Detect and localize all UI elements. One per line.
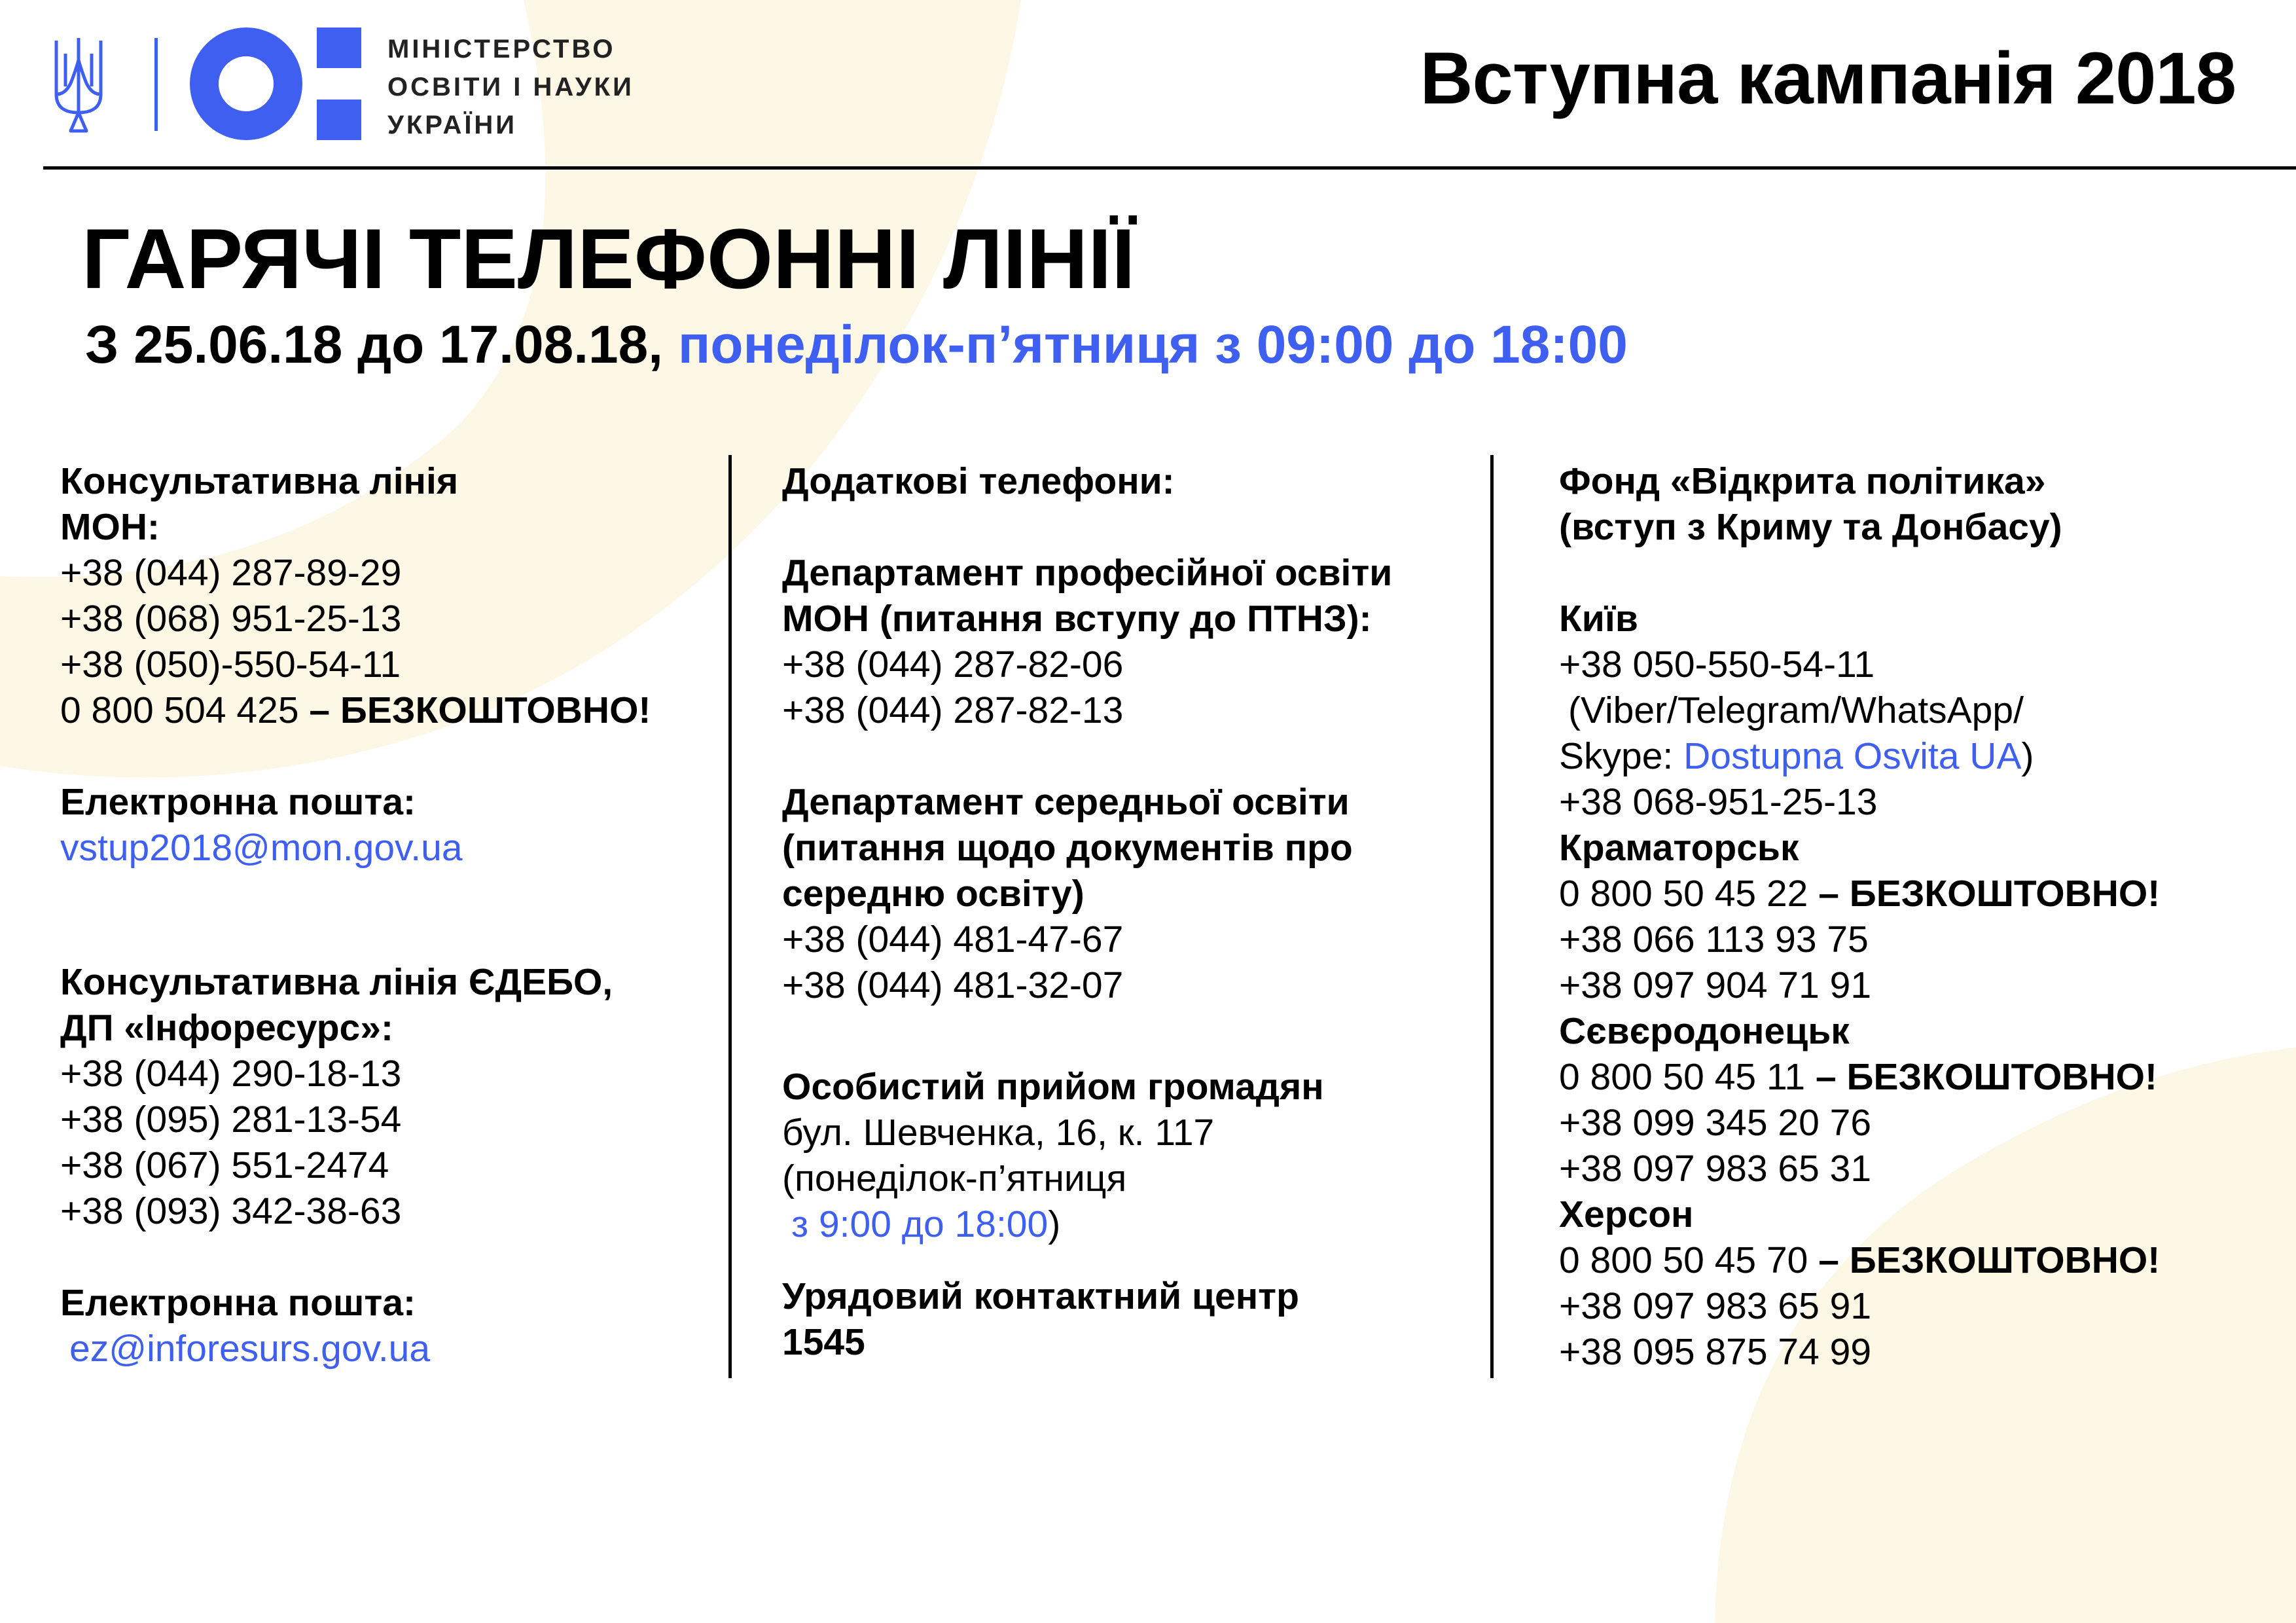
section-heading: МОН: [60, 506, 160, 548]
city-heading: Київ [1559, 598, 1638, 640]
subtitle-schedule: понеділок-п’ятниця з 09:00 до 18:00 [677, 315, 1628, 374]
ministry-name-line: ОСВІТИ І НАУКИ [387, 73, 634, 101]
column-additional-phones [782, 458, 1392, 1365]
skype-link[interactable]: Dostupna Osvita UA [1683, 735, 2022, 777]
free-label: – БЕЗКОШТОВНО! [1818, 1239, 2161, 1281]
ministry-name-line: УКРАЇНИ [387, 111, 518, 139]
section-heading: Особистий прийом громадян [782, 1066, 1324, 1108]
reception-hours: з 9:00 до 18:00 [791, 1203, 1049, 1245]
phone-number: 0 800 50 45 70 [1559, 1239, 1808, 1281]
reception-hours-close: ) [1048, 1203, 1061, 1245]
column-divider-2 [1490, 455, 1494, 1378]
skype-line [1559, 733, 2160, 779]
email-link[interactable]: ez@inforesurs.gov.ua [69, 1328, 431, 1370]
phone-number: +38 (044) 287-82-13 [782, 689, 1124, 731]
phone-number: +38 097 983 65 31 [1559, 1148, 1872, 1190]
phone-number: +38 050-550-54-11 [1559, 644, 1875, 685]
email-label: Електронна пошта: [60, 1282, 416, 1324]
column-open-policy-fund [1559, 458, 2160, 1375]
phone-number: +38 (050)-550-54-11 [60, 644, 401, 685]
phone-number: +38 (095) 281-13-54 [60, 1099, 402, 1140]
phone-number: +38 099 345 20 76 [1559, 1102, 1872, 1144]
section-heading: (питання щодо документів про [782, 827, 1353, 869]
section-heading: Фонд «Відкрита політика» [1559, 460, 2046, 502]
subtitle-dates: З 25.06.18 до 17.08.18, [85, 315, 664, 374]
page-title: ГАРЯЧІ ТЕЛЕФОННІ ЛІНІЇ [82, 211, 1136, 306]
email-link[interactable]: vstup2018@mon.gov.ua [60, 827, 463, 869]
ministry-logo [190, 27, 361, 140]
free-phone-line [1559, 871, 2160, 917]
phone-number: +38 (044) 290-18-13 [60, 1053, 402, 1095]
city-heading: Херсон [1559, 1194, 1694, 1235]
phone-number: 0 800 50 45 22 [1559, 873, 1808, 915]
phone-number: +38 066 113 93 75 [1559, 919, 1869, 960]
ministry-name-line: МІНІСТЕРСТВО [387, 35, 616, 64]
section-heading: Департамент середньої освіти [782, 781, 1350, 823]
campaign-title: Вступна кампанія 2018 [1420, 37, 2236, 119]
column-divider-1 [728, 455, 732, 1378]
phone-number: +38 (044) 287-82-06 [782, 644, 1124, 685]
section-heading: (вступ з Криму та Донбасу) [1559, 506, 2062, 548]
section-heading: Консультативна лінія [60, 460, 459, 502]
phone-number: +38 (044) 287-89-29 [60, 552, 402, 594]
logo-divider [154, 38, 158, 131]
phone-number: 0 800 504 425 [60, 689, 299, 731]
free-phone-line [60, 687, 651, 733]
phone-number: +38 (093) 342-38-63 [60, 1190, 402, 1232]
city-heading: Сєвєродонецьк [1559, 1010, 1850, 1052]
messengers: (Viber/Telegram/WhatsApp/ [1568, 689, 2024, 731]
city-heading: Краматорськ [1559, 827, 1799, 869]
free-phone-line [1559, 1054, 2160, 1100]
phone-number: +38 (044) 481-32-07 [782, 964, 1124, 1006]
free-label: – БЕЗКОШТОВНО! [1818, 873, 2161, 915]
phone-number: +38 (044) 481-47-67 [782, 919, 1124, 960]
section-heading: середню освіту) [782, 873, 1085, 915]
phone-number: +38 (068) 951-25-13 [60, 598, 402, 640]
address: бул. Шевченка, 16, к. 117 [782, 1112, 1215, 1154]
phone-number: +38 097 983 65 91 [1559, 1285, 1872, 1327]
page-subtitle [85, 314, 1628, 376]
reception-days: (понеділок-п’ятниця [782, 1158, 1127, 1199]
section-heading: Урядовий контактний центр [782, 1275, 1299, 1317]
free-label: – БЕЗКОШТОВНО! [309, 689, 651, 731]
header-divider [43, 166, 2296, 170]
phone-number: +38 097 904 71 91 [1559, 964, 1872, 1006]
section-heading: Департамент професійної освіти [782, 552, 1393, 594]
free-phone-line [1559, 1237, 2160, 1283]
section-heading: МОН (питання вступу до ПТНЗ): [782, 598, 1372, 640]
ministry-name [387, 30, 634, 144]
column-mon-edebo [60, 458, 651, 1372]
phone-number: +38 068-951-25-13 [1559, 781, 1878, 823]
skype-prefix: Skype: [1559, 735, 1684, 777]
section-heading: Додаткові телефони: [782, 460, 1175, 502]
phone-number: +38 (067) 551-2474 [60, 1144, 389, 1186]
email-label: Електронна пошта: [60, 781, 416, 823]
reception-hours-line [782, 1201, 1392, 1247]
section-heading: Консультативна лінія ЄДЕБО, [60, 961, 613, 1003]
free-label: – БЕЗКОШТОВНО! [1815, 1056, 2157, 1098]
section-heading: ДП «Інфоресурс»: [60, 1007, 393, 1049]
phone-number: 0 800 50 45 11 [1559, 1056, 1806, 1098]
skype-suffix: ) [2021, 735, 2034, 777]
phone-number: 1545 [782, 1321, 865, 1363]
coat-of-arms-icon [52, 34, 105, 134]
phone-number: +38 095 875 74 99 [1559, 1331, 1872, 1373]
